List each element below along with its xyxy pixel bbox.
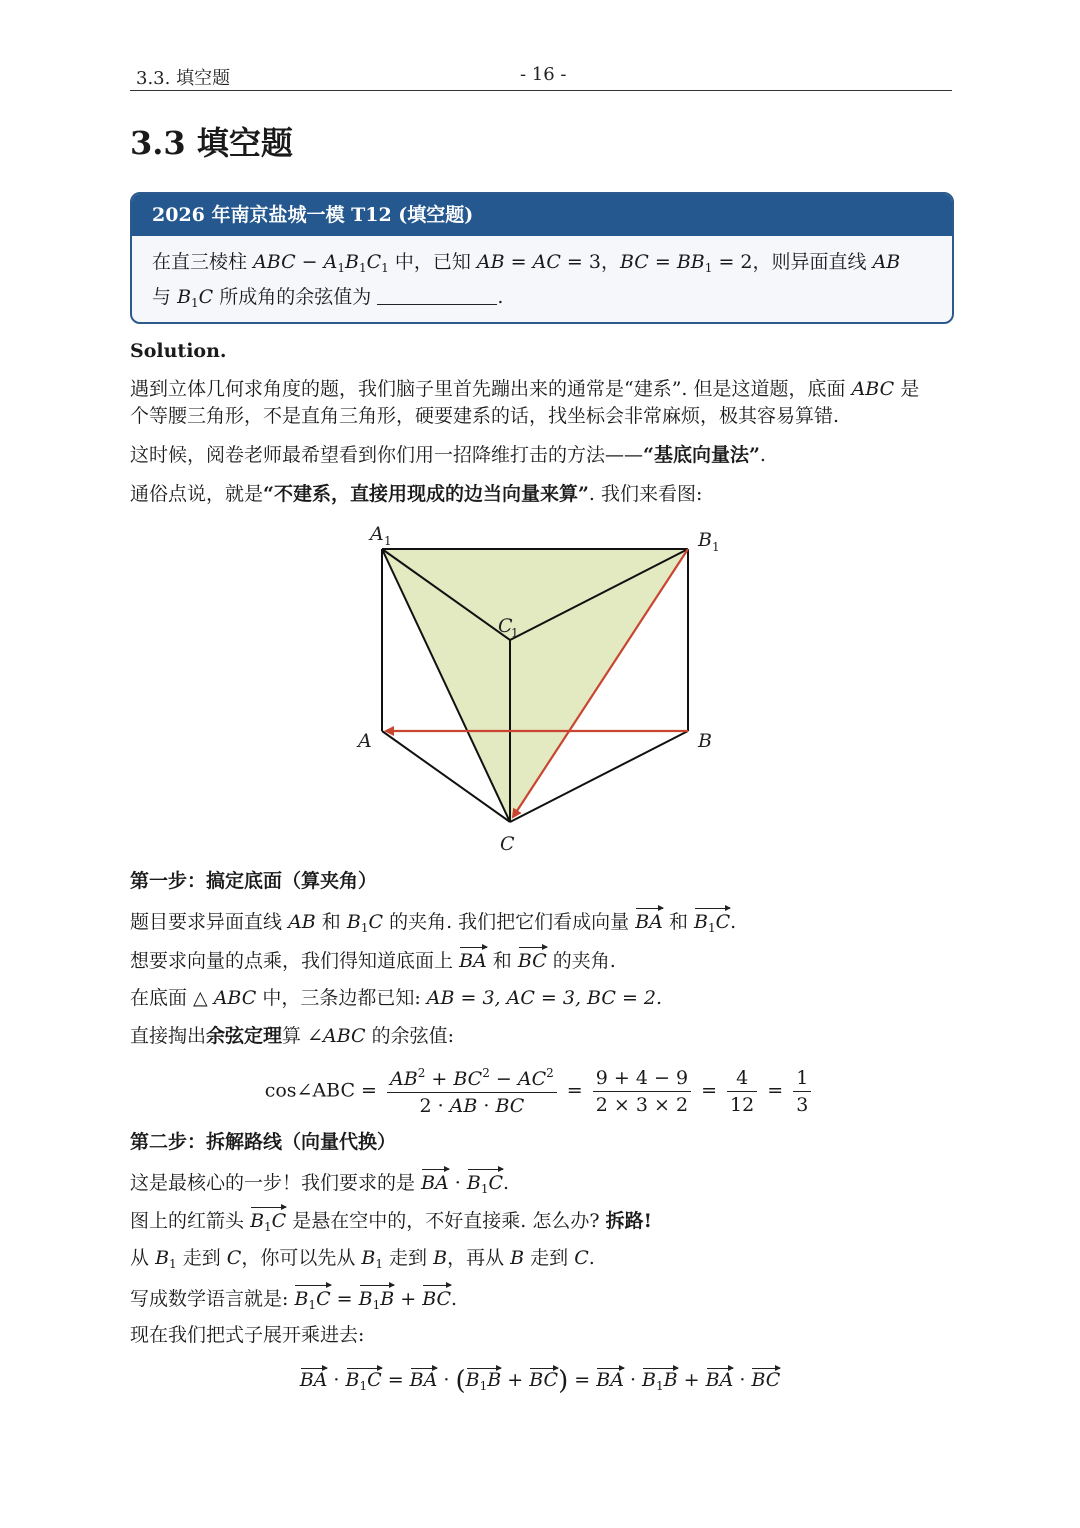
header-section: 3.3. 填空题 bbox=[136, 68, 231, 89]
page-header bbox=[130, 64, 952, 91]
label-A1: A bbox=[370, 523, 384, 545]
svg-text:1: 1 bbox=[712, 540, 720, 554]
step1-title: 第一步：搞定底面（算夹角） bbox=[130, 870, 378, 892]
step2-line-2: 图上的红箭头 $B_1C$ 是悬在空中的，不好直接乘. 怎么办? 拆路! bbox=[130, 1206, 952, 1241]
step2-line-3: 从 $B_1$ 走到 C，你可以先从 $B_1$ 走到 B，再从 B 走到 C. bbox=[130, 1247, 595, 1271]
intro-paragraph-3: 通俗点说，就是“不建系，直接用现成的边当向量来算”. 我们来看图: bbox=[130, 483, 703, 505]
prism-figure bbox=[340, 516, 740, 861]
label-C: C bbox=[500, 833, 515, 855]
section-title: 3.3 填空题 bbox=[130, 124, 293, 162]
step1-line-4: 直接掏出余弦定理算 ∠ABC 的余弦值: bbox=[130, 1025, 455, 1047]
header-page-number: - 16 - bbox=[520, 64, 567, 85]
label-A: A bbox=[358, 730, 372, 752]
svg-text:1: 1 bbox=[511, 626, 519, 640]
intro-paragraph-2: 这时候，阅卷老师最希望看到你们用一招降维打击的方法——“基底向量法”. bbox=[130, 444, 766, 466]
step2-line-1: 这是最核心的一步！我们要求的是 BA · $B_1C$. bbox=[130, 1168, 952, 1203]
problem-box bbox=[130, 192, 954, 324]
step1-line-2: 想要求向量的点乘，我们得知道底面上 BA 和 BC 的夹角. bbox=[130, 946, 952, 975]
solution-label: Solution. bbox=[130, 340, 227, 362]
problem-title: 2026 年南京盐城一模 T12 (填空题) bbox=[132, 194, 952, 236]
cosine-formula: cos∠ABC = $\frac{AB^2 + BC^2 - AC^2}{2 \cdot AB \cdot BC}$ = $\frac{9 + 4 - 9}{2 \times 3 \times 2}$ = $\frac{4}{12}$ = $\frac{1}{3}$ bbox=[0, 1066, 1080, 1117]
expansion-formula: BA · $B_1C$ = BA · $(B_1B + BC)$ = BA · $B_1B$ + BA · BC bbox=[299, 1366, 781, 1396]
shaded-plane bbox=[382, 549, 688, 822]
step2-line-5: 现在我们把式子展开乘进去: bbox=[130, 1324, 365, 1346]
intro-paragraph-1: 遇到立体几何求角度的题，我们脑子里首先蹦出来的通常是“建系”. 但是这道题，底面 ABC 是 个等腰三角形，不是直角三角形，硬要建系的话，找坐标会非常麻烦，极其容易算错. bbox=[130, 378, 920, 427]
step1-line-3: 在底面 △ ABC 中，三条边都已知: AB = 3, AC = 3, BC = 2. bbox=[130, 987, 663, 1009]
step1-line-1: 题目要求异面直线 AB 和 $B_1C$ 的夹角. 我们把它们看成向量 BA 和 $B_1C$. bbox=[130, 907, 952, 942]
label-C1: C bbox=[498, 615, 513, 637]
answer-blank bbox=[377, 286, 497, 305]
step2-line-4: 写成数学语言就是: $B_1C = B_1B$ + BC. bbox=[130, 1284, 952, 1319]
problem-body: 在直三棱柱 ABC − $A_1B_1C_1$ 中，已知 AB = AC = 3，BC = $BB_1 = 2$，则异面直线 AB 与 $B_1C$ 所成角的余弦值为 . bbox=[152, 251, 901, 310]
svg-text:1: 1 bbox=[384, 534, 392, 548]
label-B: B bbox=[698, 730, 712, 752]
label-B1: B bbox=[698, 529, 712, 551]
step2-title: 第二步：拆解路线（向量代换） bbox=[130, 1131, 397, 1153]
